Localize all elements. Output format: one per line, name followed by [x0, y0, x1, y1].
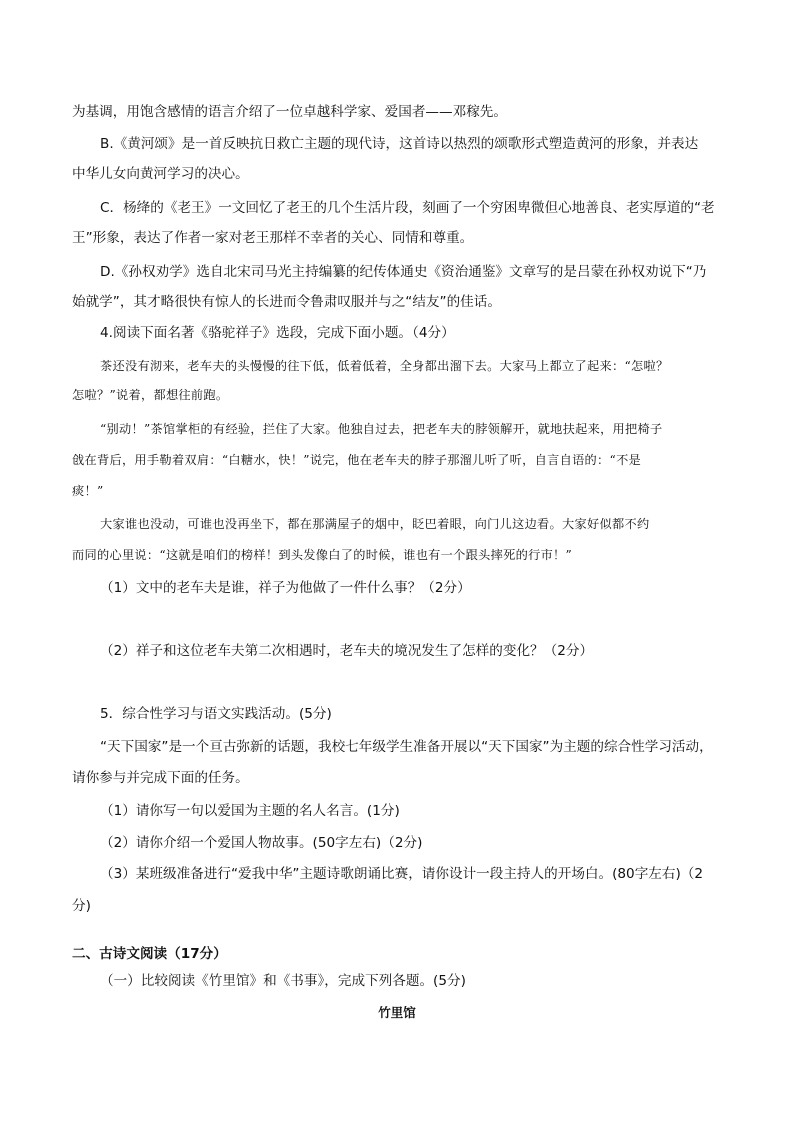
poem-title: 竹里馆 — [378, 1005, 416, 1020]
q5-intro-line2: 请你参与并完成下面的任务。 — [72, 770, 249, 786]
q4-passage-p1-line2: 怎啦？”说着，都想往前跑。 — [72, 388, 229, 402]
q4-passage-p2-line3: 痰！” — [72, 484, 104, 498]
section-2-subheading: （一）比较阅读《竹里馆》和《书事》，完成下列各题。(5分) — [100, 973, 466, 989]
q3-option-c-line2: 王”形象，表达了作者一家对老王那样不幸者的关心、同情和尊重。 — [72, 230, 474, 246]
q4-subquestion-2: （2）祥子和这位老车夫第二次相遇时，老车夫的境况发生了怎样的变化？（2分） — [100, 643, 594, 659]
q4-stem: 4.阅读下面名著《骆驼祥子》选段，完成下面小题。（4分） — [100, 325, 455, 341]
q4-passage-p3-line1: 大家谁也没动，可谁也没再坐下，都在那满屋子的烟中，眨巴着眼，向门儿这边看。大家好似都不约 — [100, 517, 650, 531]
q3-option-c-line1: C．杨绛的《老王》一文回忆了老王的几个生活片段，刻画了一个穷困卑微但心地善良、老实厚道的“老 — [100, 200, 715, 216]
q5-task-3-line2: 分) — [72, 898, 91, 914]
q5-task-2: （2）请你介绍一个爱国人物故事。(50字左右)（2分) — [100, 835, 423, 851]
q3-option-a-tail: 为基调，用饱含感情的语言介绍了一位卓越科学家、爱国者——邓稼先。 — [72, 104, 507, 120]
q4-passage-p2-line1: “别动！”茶馆掌柜的有经验，拦住了大家。他独自过去，把老车夫的脖领解开，就地扶起来，用把椅子 — [100, 422, 663, 436]
q3-option-b-line1: B.《黄河颂》是一首反映抗日救亡主题的现代诗，这首诗以热烈的颂歌形式塑造黄河的形象，并表达 — [100, 136, 699, 152]
q5-task-1: （1）请你写一句以爱国为主题的名人名言。(1分) — [100, 803, 400, 819]
q5-task-3-line1: （3）某班级准备进行“爱我中华”主题诗歌朗诵比赛，请你设计一段主持人的开场白。(80字左右)（2 — [100, 866, 704, 882]
q3-option-d-line1: D.《孙权劝学》选自北宋司马光主持编纂的纪传体通史《资治通鉴》文章写的是吕蒙在孙权劝说下“乃 — [100, 264, 707, 280]
q4-passage-p3-line2: 而同的心里说：“这就是咱们的榜样！到头发像白了的时候，谁也有一个跟头摔死的行市！” — [72, 548, 573, 562]
q4-passage-p1-line1: 茶还没有沏来，老车夫的头慢慢的往下低，低着低着，全身都出溜下去。大家马上都立了起来：“怎啦？ — [100, 359, 669, 373]
section-2-heading: 二、古诗文阅读（17分） — [72, 946, 227, 962]
q4-passage-p2-line2: 戗在背后，用手勒着双肩：“白糖水，快！”说完，他在老车夫的脖子那溜儿听了听，自言自语的：“不是 — [72, 453, 642, 467]
q5-stem: 5．综合性学习与语文实践活动。(5分) — [100, 706, 332, 722]
q3-option-b-line2: 中华儿女向黄河学习的决心。 — [72, 166, 249, 182]
q5-intro-line1: “天下国家”是一个亘古弥新的话题，我校七年级学生准备开展以“天下国家”为主题的综合性学习活动， — [100, 739, 713, 755]
q4-subquestion-1: （1）文中的老车夫是谁，祥子为他做了一件什么事？（2分） — [100, 580, 471, 596]
q3-option-d-line2: 始就学”，其才略很快有惊人的长进而令鲁肃叹服并与之“结友”的佳话。 — [72, 294, 501, 310]
